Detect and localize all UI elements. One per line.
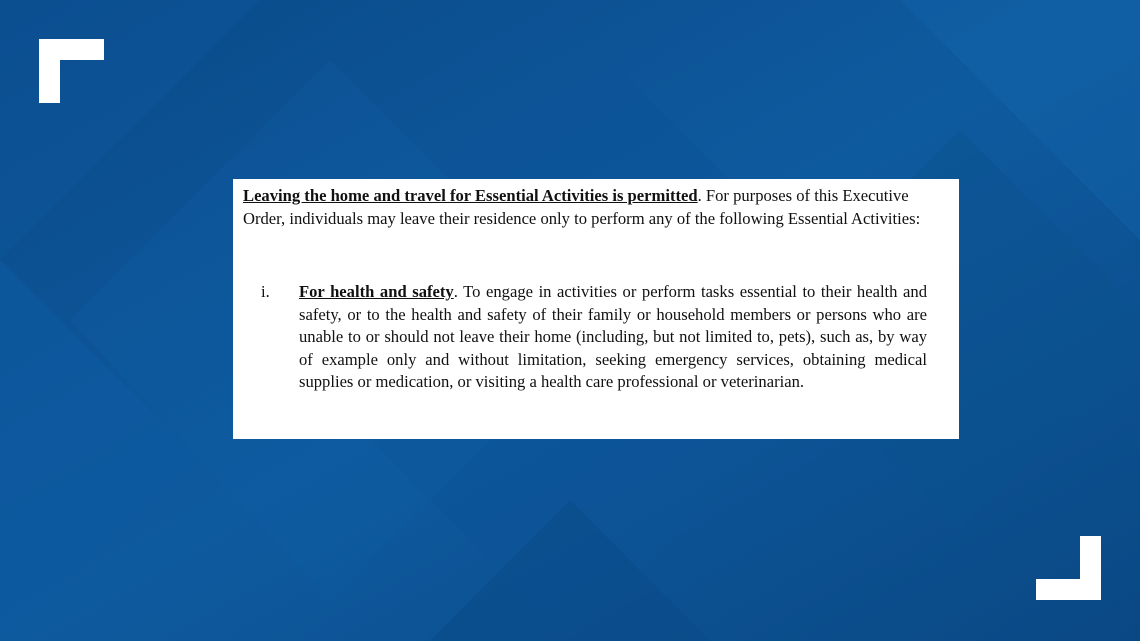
list-item [299, 281, 927, 394]
frame-corner-top-left-vertical [39, 39, 60, 103]
intro-heading: Leaving the home and travel for Essential Activities is permitted [243, 186, 698, 205]
document-excerpt [233, 179, 959, 439]
intro-text: . For purposes of this Executive Order, individuals may leave their residence only to perform any of the following Essential Activities: [243, 186, 921, 228]
list-item-text: . To engage in activities or perform tasks essential to their health and safety, or to the health and safety of their family or household members or persons who are unable to or should not leave their home (including, but not limited to, pets), such as, by way of example only and without limitation, seeking emergency services, obtaining medical supplies or medication, or visiting a health care professional or veterinarian. [299, 282, 928, 391]
intro-paragraph [243, 185, 933, 230]
frame-corner-bottom-right-vertical [1080, 536, 1101, 600]
list-item-number: i. [261, 282, 270, 301]
list-item-heading: For health and safety [299, 282, 454, 301]
